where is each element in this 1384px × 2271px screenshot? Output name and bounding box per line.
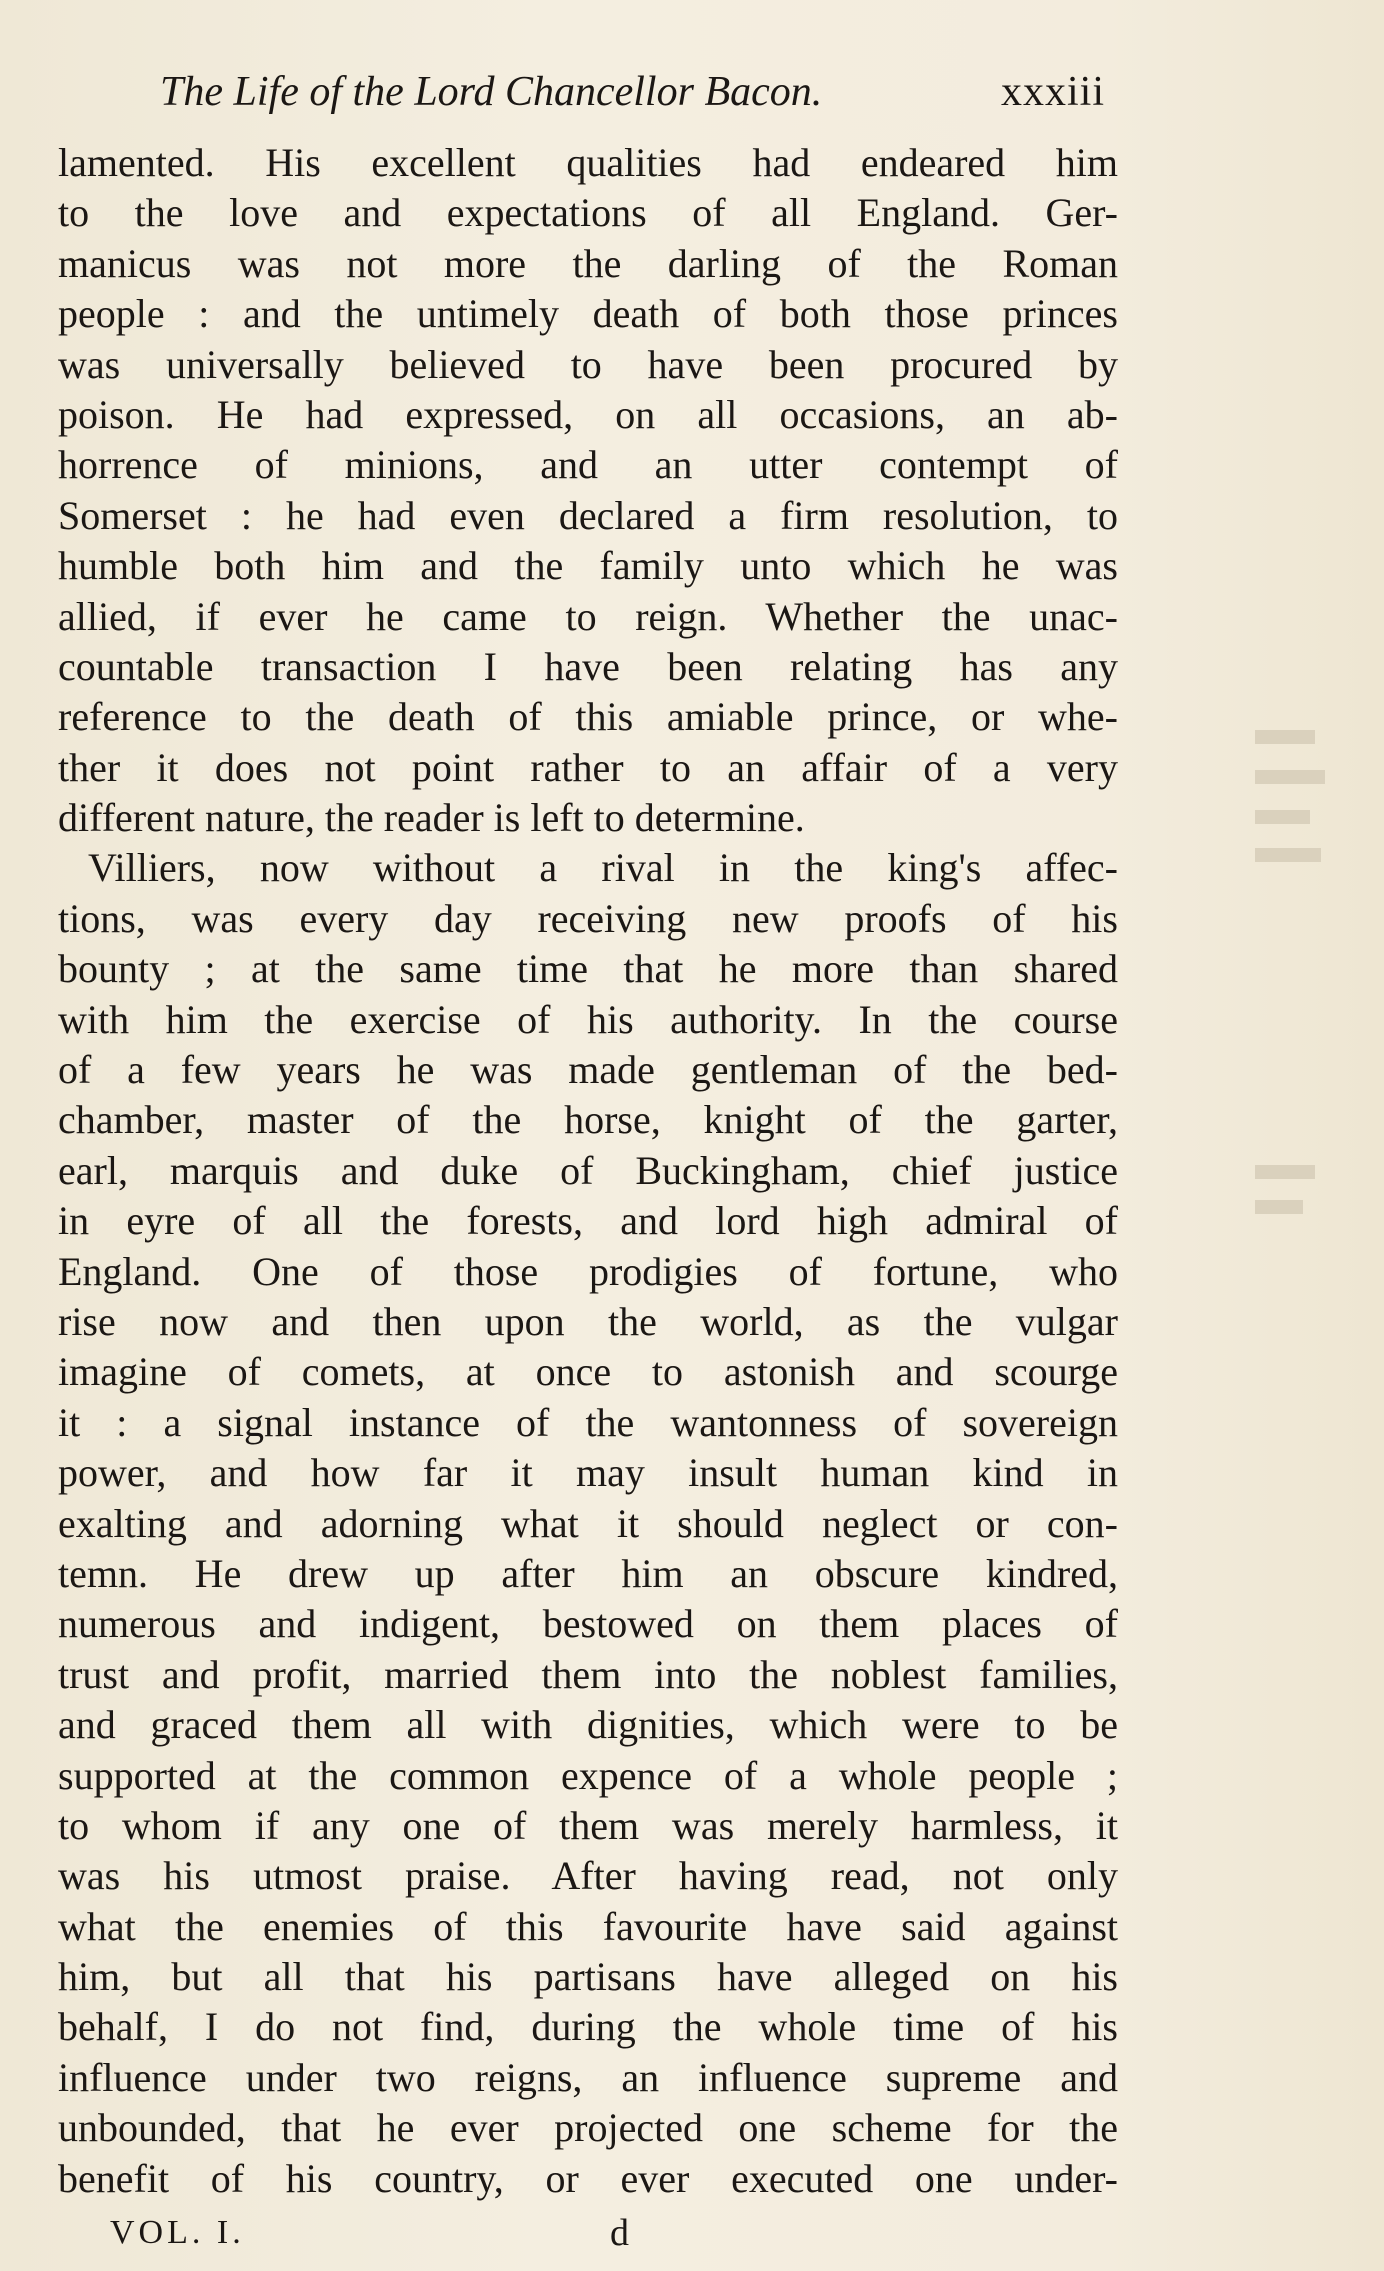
text-line: supported at the common expence of a whole people ; [58, 1752, 1118, 1798]
text-line: to the love and expectations of all England. Ger- [58, 190, 1118, 236]
text-line: exalting and adorning what it should neglect or con- [58, 1500, 1118, 1546]
text-line: England. One of those prodigies of fortune, who [58, 1248, 1118, 1294]
text-line: was his utmost praise. After having read, not only [58, 1853, 1118, 1899]
text-line: lamented. His excellent qualities had endeared him [58, 140, 1118, 185]
text-line: with him the exercise of his authority. In the course [58, 996, 1118, 1042]
text-line: tions, was every day receiving new proofs of his [58, 895, 1118, 941]
running-title: The Life of the Lord Chancellor Bacon. [160, 69, 823, 115]
text-line: imagine of comets, at once to astonish and scourge [58, 1349, 1118, 1395]
text-line: rise now and then upon the world, as the vulgar [58, 1298, 1118, 1344]
text-line: different nature, the reader is left to determine. [58, 795, 805, 841]
text-line: Villiers, now without a rival in the king's affec- [88, 845, 1118, 891]
text-line: earl, marquis and duke of Buckingham, chief justice [58, 1147, 1118, 1193]
text-line: power, and how far it may insult human kind in [58, 1450, 1118, 1496]
signature-mark: d [610, 2212, 629, 2254]
text-line: countable transaction I have been relating has any [58, 643, 1118, 689]
text-line: temn. He drew up after him an obscure kindred, [58, 1550, 1118, 1596]
text-line: influence under two reigns, an influence supreme and [58, 2054, 1118, 2100]
text-line: behalf, I do not find, during the whole time of his [58, 2004, 1118, 2050]
text-line: of a few years he was made gentleman of the bed- [58, 1047, 1118, 1093]
text-line: poison. He had expressed, on all occasions, an ab- [58, 391, 1118, 437]
text-line: to whom if any one of them was merely harmless, it [58, 1802, 1118, 1848]
text-line: horrence of minions, and an utter contempt of [58, 442, 1118, 488]
text-line: people : and the untimely death of both those princes [58, 291, 1118, 337]
text-line: ther it does not point rather to an affair of a very [58, 744, 1118, 790]
text-line: manicus was not more the darling of the Roman [58, 240, 1118, 286]
text-line: was universally believed to have been procured by [58, 341, 1118, 387]
page-header [150, 62, 1105, 122]
text-line: allied, if ever he came to reign. Whether the unac- [58, 593, 1118, 639]
text-line: and graced them all with dignities, which were to be [58, 1702, 1118, 1748]
text-line: trust and profit, married them into the noblest families, [58, 1651, 1118, 1697]
text-line: chamber, master of the horse, knight of the garter, [58, 1097, 1118, 1143]
text-line: what the enemies of this favourite have said against [58, 1903, 1118, 1949]
text-line: Somerset : he had even declared a firm resolution, to [58, 492, 1118, 538]
text-line: numerous and indigent, bestowed on them places of [58, 1601, 1118, 1647]
text-line: it : a signal instance of the wantonness of sovereign [58, 1399, 1118, 1445]
text-line: reference to the death of this amiable prince, or whe- [58, 694, 1118, 740]
text-line: benefit of his country, or ever executed one under- [58, 2155, 1118, 2201]
text-line: unbounded, that he ever projected one scheme for the [58, 2105, 1118, 2151]
text-line: bounty ; at the same time that he more than shared [58, 946, 1118, 992]
bleed-through-shadow [1255, 720, 1365, 1240]
body-text [58, 138, 1118, 2204]
text-line: humble both him and the family unto which he was [58, 543, 1118, 589]
volume-label: VOL. I. [110, 2214, 245, 2251]
page-number: xxxiii [1000, 69, 1105, 115]
page-footer [110, 2208, 710, 2258]
text-line: in eyre of all the forests, and lord high admiral of [58, 1198, 1118, 1244]
text-line: him, but all that his partisans have alleged on his [58, 1954, 1118, 2000]
